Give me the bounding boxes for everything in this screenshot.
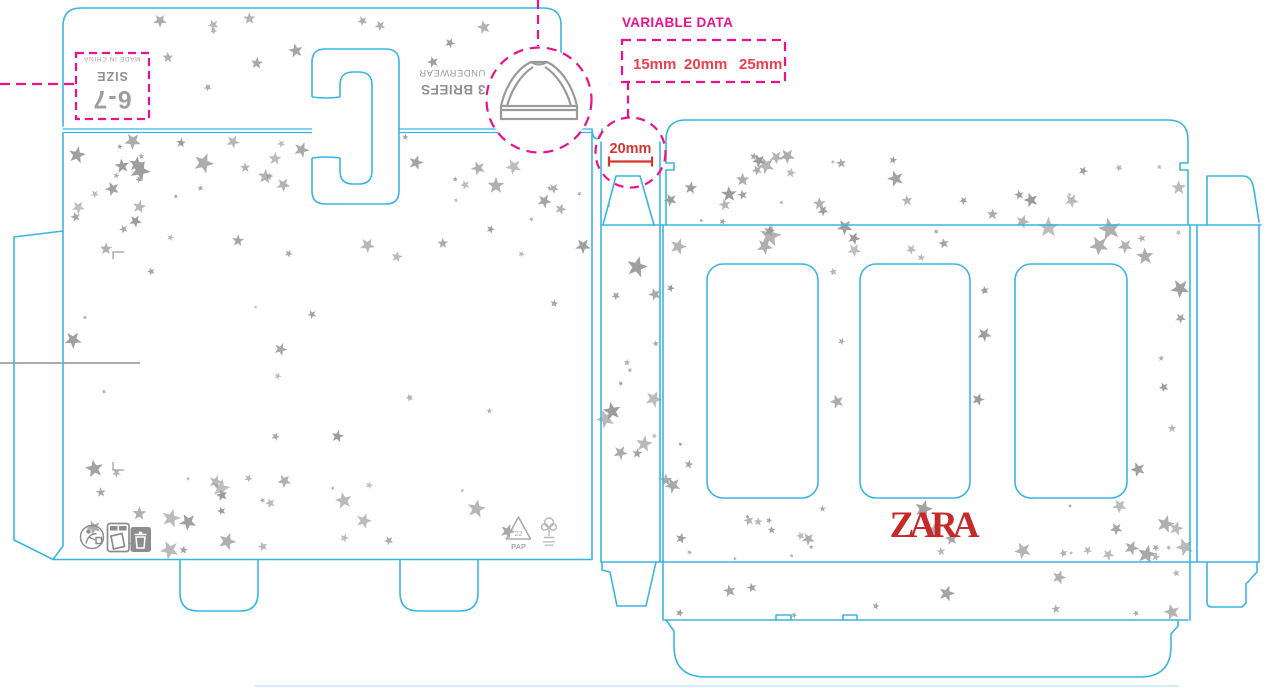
star: [577, 192, 582, 197]
star: [410, 155, 424, 170]
star: [477, 20, 490, 34]
star: [1098, 218, 1120, 240]
star: [258, 542, 267, 552]
dimension-value: 20mm: [609, 141, 652, 157]
star: [208, 20, 219, 31]
window-cutout-3: [1015, 264, 1127, 498]
star: [133, 200, 146, 213]
star: [678, 442, 683, 447]
star: [1159, 383, 1169, 393]
star: [699, 219, 703, 223]
star: [1133, 610, 1139, 616]
star: [838, 338, 845, 345]
star: [1014, 543, 1031, 560]
star: [1016, 215, 1029, 229]
star: [85, 460, 103, 478]
star: [1079, 166, 1088, 175]
star: [918, 254, 926, 262]
star: [676, 533, 687, 544]
star: [402, 134, 408, 140]
star: [277, 179, 291, 192]
star: [538, 195, 552, 209]
star: [101, 389, 106, 394]
star: [556, 204, 567, 215]
star: [119, 225, 128, 234]
star: [836, 158, 846, 168]
corner-mark-top: [113, 252, 124, 259]
star: [176, 138, 186, 148]
star: [274, 373, 281, 380]
star: [987, 208, 998, 219]
star: [648, 288, 660, 301]
star: [384, 536, 393, 545]
star: [940, 585, 955, 601]
star: [1068, 504, 1072, 508]
star: [768, 526, 776, 534]
star: [887, 171, 903, 187]
star: [809, 545, 814, 549]
option-15mm: 15mm: [633, 56, 677, 73]
star: [747, 583, 757, 593]
star: [83, 315, 87, 319]
option-25mm: 25mm: [739, 56, 783, 73]
star: [981, 286, 989, 294]
star: [147, 268, 154, 276]
star: [1158, 355, 1164, 361]
star: [132, 506, 146, 519]
star: [848, 244, 861, 257]
star: [96, 487, 106, 497]
star: [332, 430, 344, 442]
star: [163, 509, 181, 528]
star: [819, 505, 826, 511]
variable-data-label: VARIABLE DATA: [622, 15, 734, 30]
dieline-paths: [14, 8, 1261, 686]
star: [1118, 240, 1132, 254]
star: [445, 38, 455, 48]
star: [277, 475, 291, 488]
star: [227, 136, 240, 149]
spine-bottom-flap: [602, 562, 656, 606]
star: [243, 12, 255, 24]
star: [685, 460, 694, 469]
right-top-slant-flap: [1207, 176, 1259, 225]
star: [461, 489, 465, 493]
star: [179, 514, 196, 531]
star: [277, 140, 285, 148]
star: [1059, 549, 1067, 557]
star: [1172, 569, 1179, 576]
star: [204, 84, 212, 92]
star: [113, 172, 119, 179]
star: [1125, 541, 1139, 556]
star: [738, 190, 748, 200]
left-glue-flap: [14, 231, 63, 560]
star: [269, 152, 282, 165]
star: [1089, 237, 1108, 256]
star: [719, 199, 731, 211]
star: [117, 144, 122, 149]
star: [254, 305, 258, 309]
star: [219, 533, 236, 550]
star: [802, 533, 815, 545]
cardboard-bin-icon: [131, 527, 152, 552]
made-in-text: MADE IN CHINA: [83, 55, 141, 62]
star: [180, 546, 188, 554]
star: [618, 381, 623, 386]
star: [901, 195, 912, 206]
star: [341, 534, 349, 543]
star: [848, 232, 860, 245]
star: [124, 134, 141, 150]
star: [1103, 549, 1115, 561]
star: [551, 299, 559, 307]
star: [308, 310, 317, 319]
star: [240, 162, 250, 172]
star: [978, 328, 992, 342]
star: [1175, 314, 1186, 324]
star: [1052, 604, 1061, 613]
bottom-tuck-flap: [666, 620, 1178, 677]
star: [72, 202, 85, 215]
pap-material: PAP: [511, 542, 527, 551]
star: [174, 194, 179, 198]
star: [167, 234, 174, 241]
star: [1110, 523, 1123, 535]
star: [69, 146, 86, 163]
star: [872, 602, 879, 609]
window-cutout-2: [860, 264, 970, 498]
star: [789, 554, 794, 558]
window-cutout-1: [707, 264, 818, 498]
star: [1038, 217, 1059, 237]
star: [652, 433, 658, 438]
star: [275, 343, 288, 356]
star: [796, 532, 804, 541]
star: [973, 393, 985, 406]
dimension-annotation: [609, 141, 652, 167]
star: [1014, 190, 1023, 200]
star: [437, 238, 448, 248]
size-value: 6-7: [92, 85, 132, 113]
star: [1115, 164, 1122, 171]
star: [830, 395, 843, 409]
star: [653, 340, 659, 346]
star: [335, 492, 352, 509]
star: [288, 43, 302, 57]
star: [471, 161, 485, 175]
star: [366, 482, 373, 489]
star: [251, 57, 263, 69]
star: [752, 165, 762, 175]
star: [837, 220, 853, 235]
star: [217, 507, 225, 515]
star: [676, 609, 684, 617]
star: [779, 200, 783, 204]
star: [720, 218, 726, 225]
star: [780, 150, 795, 164]
star: [627, 368, 632, 373]
star: [392, 251, 403, 262]
product-qty-line: 3 BRIEFS: [420, 82, 486, 97]
star: [1138, 234, 1146, 242]
star: [375, 21, 386, 31]
star: [129, 216, 141, 228]
star: [210, 28, 217, 35]
star: [260, 498, 266, 504]
star: [628, 256, 648, 277]
star: [505, 159, 521, 175]
star: [786, 168, 796, 178]
star: [1157, 164, 1162, 169]
star: [529, 217, 534, 222]
star: [723, 585, 735, 597]
star: [1152, 544, 1159, 551]
star: [614, 446, 628, 460]
pap-triangle-icon: [507, 517, 531, 551]
bottom-tab-2: [400, 560, 478, 611]
star: [360, 239, 375, 253]
star: [195, 153, 214, 173]
star: [721, 186, 736, 201]
star: [736, 173, 749, 186]
star: [357, 16, 367, 26]
star: [453, 176, 458, 181]
star: [906, 245, 916, 255]
star: [1171, 180, 1186, 194]
star: [1112, 500, 1126, 514]
pack-copy: [83, 55, 485, 113]
star: [162, 52, 173, 63]
star: [295, 142, 310, 158]
star: [791, 612, 797, 618]
star: [829, 268, 837, 276]
star: [685, 181, 698, 193]
option-20mm: 20mm: [684, 56, 728, 73]
star: [636, 435, 652, 451]
star: [65, 333, 82, 350]
registration-marks: [0, 252, 140, 470]
star: [232, 234, 244, 246]
star: [427, 56, 438, 67]
star: [575, 240, 590, 255]
star: [1164, 604, 1180, 620]
star: [1130, 462, 1144, 477]
paper-recycling-icon: [108, 524, 130, 552]
star: [245, 475, 253, 483]
star: [115, 159, 129, 173]
star: [285, 250, 293, 258]
product-type-line: UNDERWEAR: [418, 67, 486, 78]
star: [272, 433, 280, 441]
star: [813, 197, 826, 210]
star: [766, 517, 772, 523]
right-bottom-trap-flap: [1207, 562, 1257, 607]
star: [468, 499, 486, 517]
star: [687, 550, 692, 555]
star: [487, 225, 495, 233]
star: [186, 477, 190, 481]
star: [1136, 248, 1153, 265]
star: [331, 486, 335, 490]
star: [197, 185, 203, 191]
star: [889, 156, 897, 164]
zara-logo: ZARA: [889, 505, 975, 546]
star: [667, 284, 675, 292]
star: [959, 197, 967, 205]
star: [1069, 551, 1073, 555]
star: [138, 153, 144, 159]
star: [1168, 424, 1177, 432]
bottom-tab-1: [180, 560, 258, 611]
star: [624, 359, 631, 366]
star: [265, 498, 275, 508]
star: [831, 160, 835, 164]
star: [938, 238, 948, 248]
star: [1138, 545, 1156, 564]
star: [357, 513, 372, 529]
star: [153, 15, 166, 28]
size-label: SIZE: [96, 69, 128, 83]
back-top-flap: [666, 120, 1188, 225]
star: [933, 229, 939, 234]
star: [936, 547, 945, 556]
star: [1166, 545, 1171, 550]
star: [100, 242, 112, 254]
corner-mark-bottom: [113, 462, 124, 470]
star: [1176, 230, 1182, 236]
star: [454, 198, 459, 203]
tree-icon: [542, 518, 557, 546]
star: [1053, 570, 1066, 584]
pap-code: 22: [514, 531, 523, 538]
star: [612, 292, 621, 300]
star: [160, 541, 178, 559]
star: [632, 448, 642, 458]
star: [1171, 280, 1190, 298]
star: [105, 182, 119, 196]
star: [671, 238, 687, 255]
star: [733, 557, 737, 561]
star: [1023, 193, 1037, 208]
star: [91, 191, 99, 199]
star: [1083, 546, 1092, 555]
star: [488, 177, 505, 193]
euro-hook-cutout: [312, 49, 399, 204]
dimension-line: [609, 157, 652, 167]
star: [518, 251, 525, 258]
star: [487, 408, 493, 414]
star: [406, 394, 413, 402]
star: [1065, 194, 1079, 208]
star: [460, 180, 469, 189]
star: [754, 517, 763, 525]
